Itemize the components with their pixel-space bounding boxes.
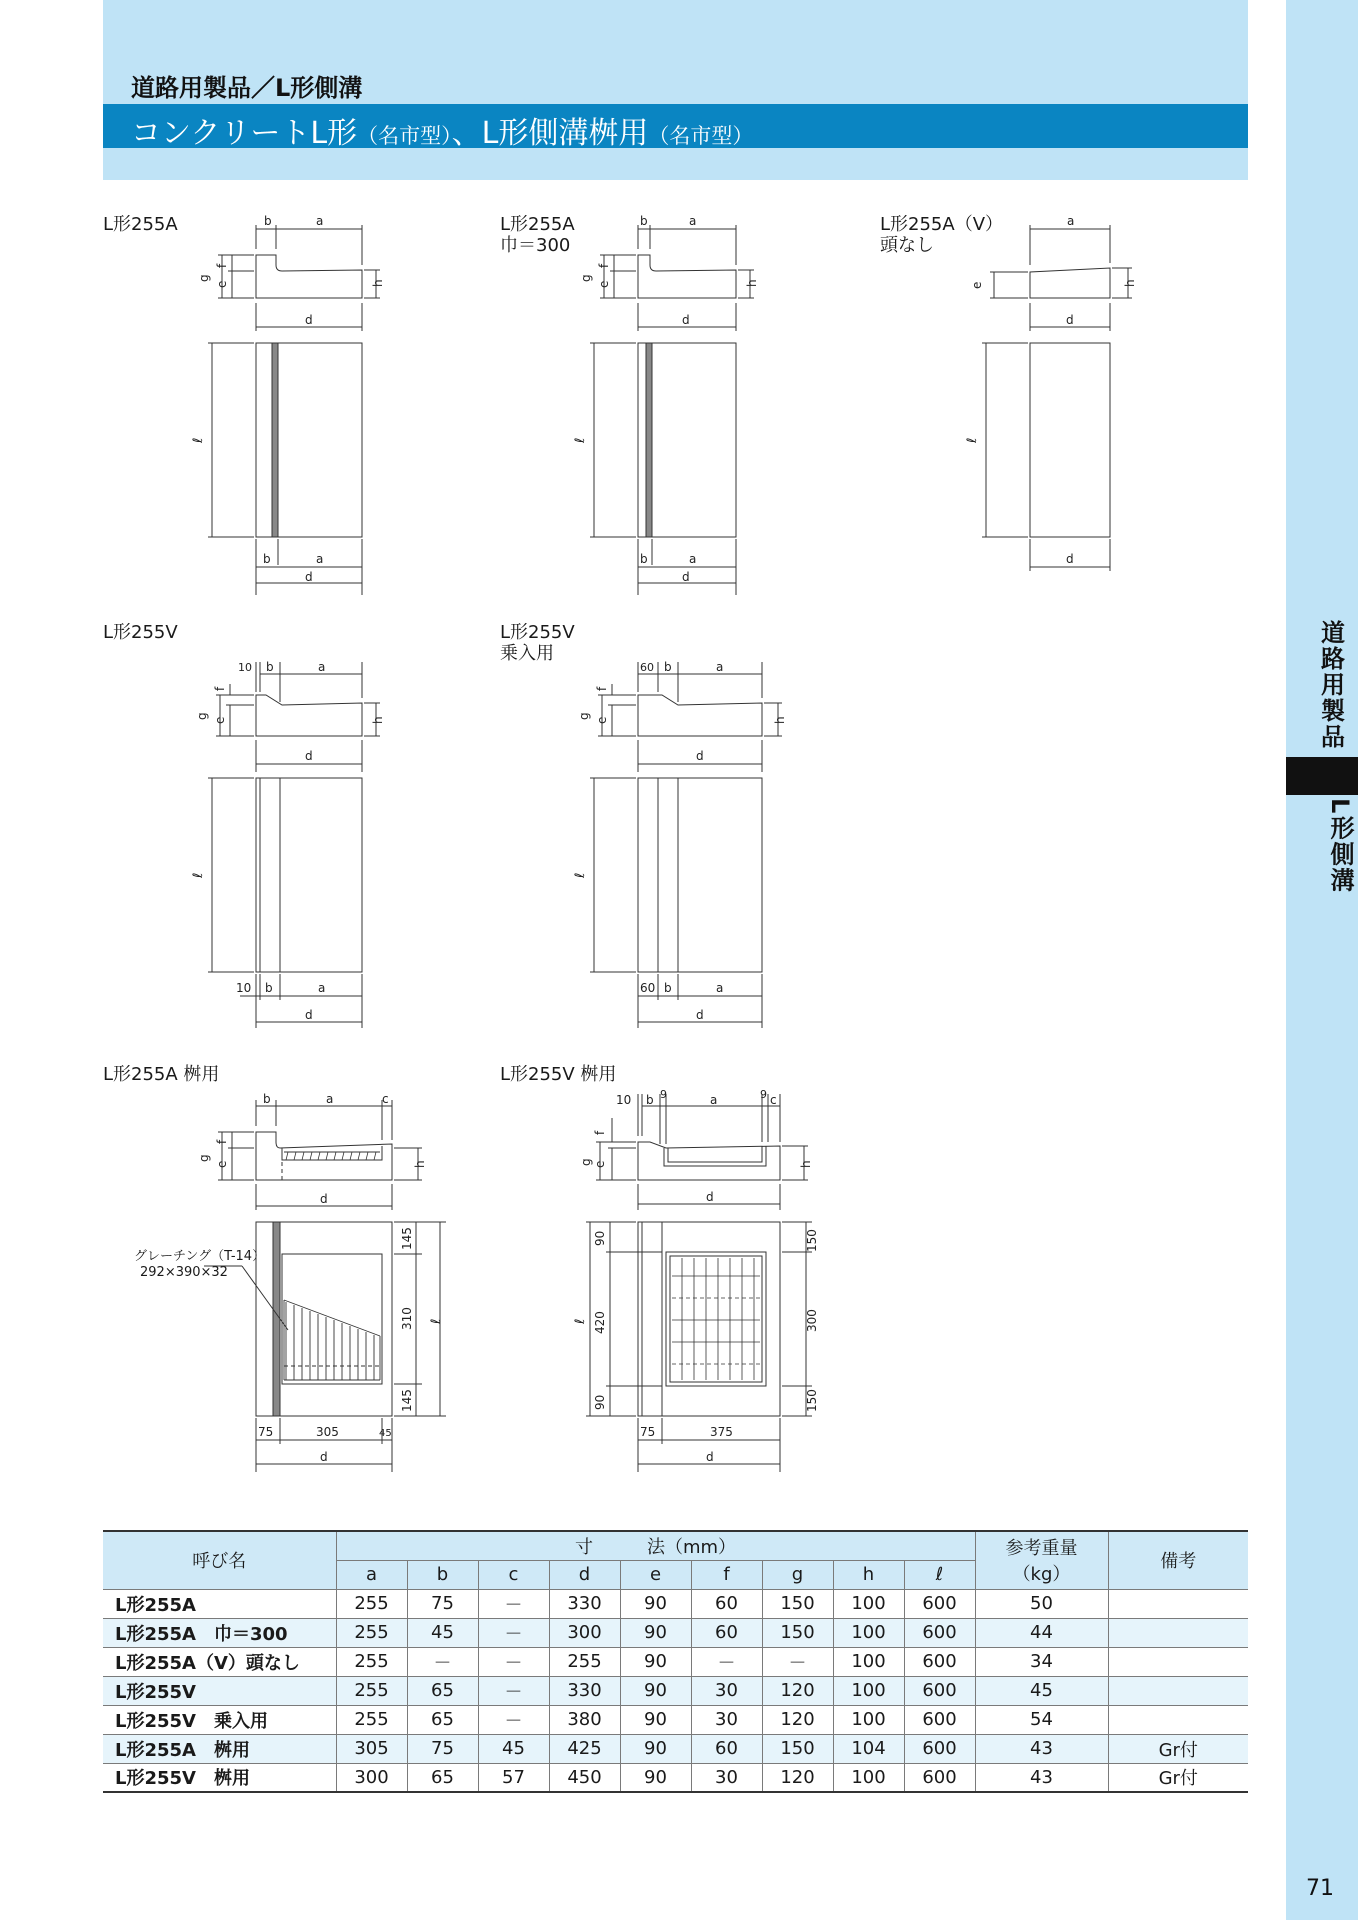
dim-150-top: 150 xyxy=(805,1229,819,1252)
cell-note xyxy=(1108,1618,1248,1647)
dim-g: g xyxy=(577,712,591,720)
dim-d: d xyxy=(682,313,690,327)
dim-f: f xyxy=(215,263,229,268)
cell-note: Gr付 xyxy=(1108,1734,1248,1763)
label-line-1: L形255A xyxy=(500,214,575,235)
side-tab-upper: 道路用製品 xyxy=(1316,620,1345,750)
dim-l: ℓ xyxy=(191,437,206,443)
cell-d: 425 xyxy=(549,1734,620,1763)
side-tab-marker xyxy=(1286,757,1358,795)
cell-f: 30 xyxy=(691,1705,762,1734)
dim-10-bottom: 10 xyxy=(236,981,252,995)
cell-w: 45 xyxy=(975,1676,1108,1705)
dim-375: 375 xyxy=(710,1425,733,1439)
cell-note xyxy=(1108,1589,1248,1618)
dim-a: a xyxy=(1067,214,1075,228)
dim-d-bottom: d xyxy=(320,1450,328,1464)
dim-d: d xyxy=(1066,313,1074,327)
dim-d: d xyxy=(696,749,704,763)
table-row xyxy=(103,1763,1248,1792)
cell-f: － xyxy=(691,1647,762,1676)
cell-g: 150 xyxy=(762,1589,833,1618)
cell-w: 43 xyxy=(975,1763,1108,1792)
dim-e: e xyxy=(595,716,609,724)
dim-b-bottom: b xyxy=(265,981,273,995)
dim-a-bottom: a xyxy=(316,552,324,566)
cell-d: 450 xyxy=(549,1763,620,1792)
drawing-label-l255a: L形255A xyxy=(103,214,178,235)
dim-d-bottom: d xyxy=(706,1450,714,1464)
cell-h: 100 xyxy=(833,1705,904,1734)
cell-d: 380 xyxy=(549,1705,620,1734)
grating-line-2: 292×390×32 xyxy=(140,1265,228,1280)
dim-e: e xyxy=(213,716,227,724)
th-weight-line1: 参考重量 xyxy=(1005,1538,1078,1560)
dim-h: h xyxy=(799,1160,813,1168)
dim-75: 75 xyxy=(258,1425,274,1439)
dim-l: ℓ xyxy=(191,872,206,878)
cell-l: 600 xyxy=(904,1734,975,1763)
cell-e: 90 xyxy=(620,1618,691,1647)
drawing-l255a-v xyxy=(960,215,1160,575)
dim-f: f xyxy=(215,1139,229,1144)
th-col-f: f xyxy=(691,1560,762,1589)
cell-d: 255 xyxy=(549,1647,620,1676)
dim-45: 45 xyxy=(379,1428,392,1439)
side-tab-lower: L形側溝 xyxy=(1326,798,1354,894)
dim-150-bottom: 150 xyxy=(805,1389,819,1412)
cell-l: 600 xyxy=(904,1618,975,1647)
cell-a: 305 xyxy=(336,1734,407,1763)
dim-305: 305 xyxy=(316,1425,339,1439)
dim-b: b xyxy=(664,660,672,674)
dim-a: a xyxy=(316,214,324,228)
drawing-l255a-basin xyxy=(190,1092,460,1472)
th-weight-line2: （kg） xyxy=(1012,1564,1071,1586)
table-row xyxy=(103,1676,1248,1705)
dim-b: b xyxy=(264,214,272,228)
page-title xyxy=(131,108,753,152)
th-dims: 寸 法（mm） xyxy=(336,1531,975,1560)
table-row xyxy=(103,1705,1248,1734)
cell-l: 600 xyxy=(904,1705,975,1734)
cell-g: 120 xyxy=(762,1705,833,1734)
dim-b: b xyxy=(646,1093,654,1107)
dim-75: 75 xyxy=(640,1425,656,1439)
dim-310: 310 xyxy=(400,1307,414,1330)
table-row xyxy=(103,1618,1248,1647)
th-note: 備考 xyxy=(1108,1531,1248,1589)
dim-300: 300 xyxy=(805,1309,819,1332)
th-col-d: d xyxy=(549,1560,620,1589)
dim-h: h xyxy=(371,279,385,287)
row-name: L形255A 桝用 xyxy=(103,1734,336,1763)
dim-g: g xyxy=(579,1158,593,1166)
dim-10: 10 xyxy=(238,661,252,674)
dim-a: a xyxy=(716,660,724,674)
title-bar xyxy=(103,104,1248,151)
dim-b: b xyxy=(263,1092,271,1106)
side-index-tab xyxy=(1286,0,1358,1920)
dim-d-bottom: d xyxy=(682,570,690,584)
dim-h: h xyxy=(413,1160,427,1168)
drawing-label-l255v-basin: L形255V 桝用 xyxy=(500,1064,617,1085)
dim-90-bottom: 90 xyxy=(593,1394,607,1410)
cell-e: 90 xyxy=(620,1647,691,1676)
cell-c: 45 xyxy=(478,1734,549,1763)
drawing-l255v-entry xyxy=(574,658,804,1028)
cell-c: － xyxy=(478,1589,549,1618)
dim-e: e xyxy=(970,281,984,289)
page-number: 71 xyxy=(1306,1876,1334,1901)
row-name: L形255V 乗入用 xyxy=(103,1705,336,1734)
cell-b: 75 xyxy=(407,1589,478,1618)
cell-l: 600 xyxy=(904,1589,975,1618)
th-col-h: h xyxy=(833,1560,904,1589)
dim-d: d xyxy=(305,313,313,327)
dim-d-bottom: d xyxy=(1066,552,1074,566)
cell-c: 57 xyxy=(478,1763,549,1792)
dim-a-bottom: a xyxy=(318,981,326,995)
title-paren-1: （名市型） xyxy=(357,124,452,148)
th-col-l: ℓ xyxy=(904,1560,975,1589)
drawing-l255v xyxy=(190,658,390,1028)
cell-b: 65 xyxy=(407,1763,478,1792)
cell-w: 44 xyxy=(975,1618,1108,1647)
dim-e: e xyxy=(597,280,611,288)
cell-d: 300 xyxy=(549,1618,620,1647)
dim-60: 60 xyxy=(640,661,654,674)
drawing-l255v-basin xyxy=(560,1086,820,1472)
th-col-b: b xyxy=(407,1560,478,1589)
cell-h: 100 xyxy=(833,1618,904,1647)
dim-420: 420 xyxy=(593,1311,607,1334)
th-weight xyxy=(975,1531,1108,1589)
cell-f: 30 xyxy=(691,1763,762,1792)
drawing-l255a-w300 xyxy=(574,215,774,595)
cell-a: 300 xyxy=(336,1763,407,1792)
th-col-e: e xyxy=(620,1560,691,1589)
row-name: L形255A 巾＝300 xyxy=(103,1618,336,1647)
cell-b: 45 xyxy=(407,1618,478,1647)
dim-e: e xyxy=(215,1160,229,1168)
cell-w: 50 xyxy=(975,1589,1108,1618)
dim-d-bottom: d xyxy=(305,1008,313,1022)
spec-table-body xyxy=(103,1589,1248,1792)
dim-a: a xyxy=(318,660,326,674)
cell-h: 100 xyxy=(833,1676,904,1705)
dim-b-bottom: b xyxy=(664,981,672,995)
cell-f: 30 xyxy=(691,1676,762,1705)
cell-h: 100 xyxy=(833,1647,904,1676)
drawing-l255a xyxy=(190,215,390,595)
cell-d: 330 xyxy=(549,1676,620,1705)
cell-g: 120 xyxy=(762,1763,833,1792)
label-line-1: L形255V xyxy=(500,622,575,643)
row-name: L形255A xyxy=(103,1589,336,1618)
label-line-2: 乗入用 xyxy=(500,643,554,664)
cell-l: 600 xyxy=(904,1763,975,1792)
cell-h: 100 xyxy=(833,1589,904,1618)
cell-d: 330 xyxy=(549,1589,620,1618)
dim-b: b xyxy=(640,214,648,228)
cell-note: Gr付 xyxy=(1108,1763,1248,1792)
dim-f: f xyxy=(593,1130,607,1135)
dim-145-top: 145 xyxy=(400,1227,414,1250)
dim-10: 10 xyxy=(616,1093,632,1107)
dim-h: h xyxy=(745,279,759,287)
dim-145-bottom: 145 xyxy=(400,1389,414,1412)
table-row xyxy=(103,1589,1248,1618)
dim-b: b xyxy=(266,660,274,674)
cell-note xyxy=(1108,1676,1248,1705)
dim-g: g xyxy=(197,1154,211,1162)
dim-l: ℓ xyxy=(965,437,980,443)
dim-9-right: 9 xyxy=(760,1088,767,1101)
cell-g: 120 xyxy=(762,1676,833,1705)
dim-f: f xyxy=(213,686,227,691)
dim-h: h xyxy=(1123,279,1137,287)
table-row xyxy=(103,1647,1248,1676)
spec-table xyxy=(103,1530,1248,1793)
cell-a: 255 xyxy=(336,1676,407,1705)
cell-w: 54 xyxy=(975,1705,1108,1734)
cell-f: 60 xyxy=(691,1589,762,1618)
dim-a-bottom: a xyxy=(716,981,724,995)
page-header xyxy=(103,0,1248,180)
drawing-label-l255a-w300 xyxy=(500,214,575,256)
cell-e: 90 xyxy=(620,1734,691,1763)
cell-h: 100 xyxy=(833,1763,904,1792)
th-col-g: g xyxy=(762,1560,833,1589)
dim-g: g xyxy=(195,712,209,720)
cell-c: － xyxy=(478,1647,549,1676)
dim-f: f xyxy=(597,263,611,268)
dim-l: ℓ xyxy=(429,1318,444,1324)
cell-e: 90 xyxy=(620,1589,691,1618)
cell-a: 255 xyxy=(336,1618,407,1647)
cell-f: 60 xyxy=(691,1734,762,1763)
drawing-label-l255v-entry xyxy=(500,622,575,664)
cell-l: 600 xyxy=(904,1647,975,1676)
cell-b: 65 xyxy=(407,1705,478,1734)
cell-note xyxy=(1108,1647,1248,1676)
th-col-c: c xyxy=(478,1560,549,1589)
drawing-label-l255v: L形255V xyxy=(103,622,178,643)
dim-90-top: 90 xyxy=(593,1230,607,1246)
row-name: L形255V 桝用 xyxy=(103,1763,336,1792)
cell-f: 60 xyxy=(691,1618,762,1647)
row-name: L形255V xyxy=(103,1676,336,1705)
cell-a: 255 xyxy=(336,1705,407,1734)
dim-d: d xyxy=(706,1190,714,1204)
cell-c: － xyxy=(478,1618,549,1647)
dim-9-left: 9 xyxy=(660,1088,667,1101)
table-row xyxy=(103,1734,1248,1763)
category-title: 道路用製品／L形側溝 xyxy=(131,74,363,102)
cell-b: 65 xyxy=(407,1676,478,1705)
cell-c: － xyxy=(478,1676,549,1705)
cell-c: － xyxy=(478,1705,549,1734)
dim-d: d xyxy=(305,749,313,763)
label-line-2: 頭なし xyxy=(880,235,934,256)
row-name: L形255A（V）頭なし xyxy=(103,1647,336,1676)
dim-d-bottom: d xyxy=(305,570,313,584)
cell-e: 90 xyxy=(620,1705,691,1734)
dim-a-bottom: a xyxy=(689,552,697,566)
dim-e: e xyxy=(215,280,229,288)
cell-e: 90 xyxy=(620,1676,691,1705)
dim-a: a xyxy=(710,1093,718,1107)
cell-e: 90 xyxy=(620,1763,691,1792)
dim-b-bottom: b xyxy=(640,552,648,566)
dim-g: g xyxy=(579,274,593,282)
cell-h: 104 xyxy=(833,1734,904,1763)
cell-b: － xyxy=(407,1647,478,1676)
cell-a: 255 xyxy=(336,1647,407,1676)
drawing-label-l255a-basin: L形255A 桝用 xyxy=(103,1064,220,1085)
cell-g: － xyxy=(762,1647,833,1676)
cell-note xyxy=(1108,1705,1248,1734)
dim-c: c xyxy=(770,1093,777,1107)
cell-g: 150 xyxy=(762,1734,833,1763)
dim-a: a xyxy=(326,1092,334,1106)
dim-b-bottom: b xyxy=(263,552,271,566)
dim-l: ℓ xyxy=(573,872,588,878)
cell-w: 43 xyxy=(975,1734,1108,1763)
th-col-a: a xyxy=(336,1560,407,1589)
dim-f: f xyxy=(595,686,609,691)
dim-l: ℓ xyxy=(573,1318,588,1324)
dim-60-bottom: 60 xyxy=(640,981,656,995)
grating-line-1: グレーチング（T-14） xyxy=(134,1249,266,1264)
label-line-2: 巾＝300 xyxy=(500,235,571,256)
title-mid-text: 、L形側溝桝用 xyxy=(451,116,649,151)
th-name: 呼び名 xyxy=(103,1531,336,1589)
dim-h: h xyxy=(773,716,787,724)
cell-a: 255 xyxy=(336,1589,407,1618)
title-main-text: コンクリートL形 xyxy=(131,116,358,151)
dim-d: d xyxy=(320,1192,328,1206)
dim-c: c xyxy=(382,1092,389,1106)
cell-w: 34 xyxy=(975,1647,1108,1676)
dim-h: h xyxy=(371,716,385,724)
dim-e: e xyxy=(593,1160,607,1168)
dim-d-bottom: d xyxy=(696,1008,704,1022)
label-line-1: L形255A（V） xyxy=(880,214,1004,235)
dim-g: g xyxy=(197,274,211,282)
dim-a: a xyxy=(689,214,697,228)
cell-b: 75 xyxy=(407,1734,478,1763)
dim-l: ℓ xyxy=(573,437,588,443)
cell-l: 600 xyxy=(904,1676,975,1705)
cell-g: 150 xyxy=(762,1618,833,1647)
title-paren-2: （名市型） xyxy=(648,124,754,148)
